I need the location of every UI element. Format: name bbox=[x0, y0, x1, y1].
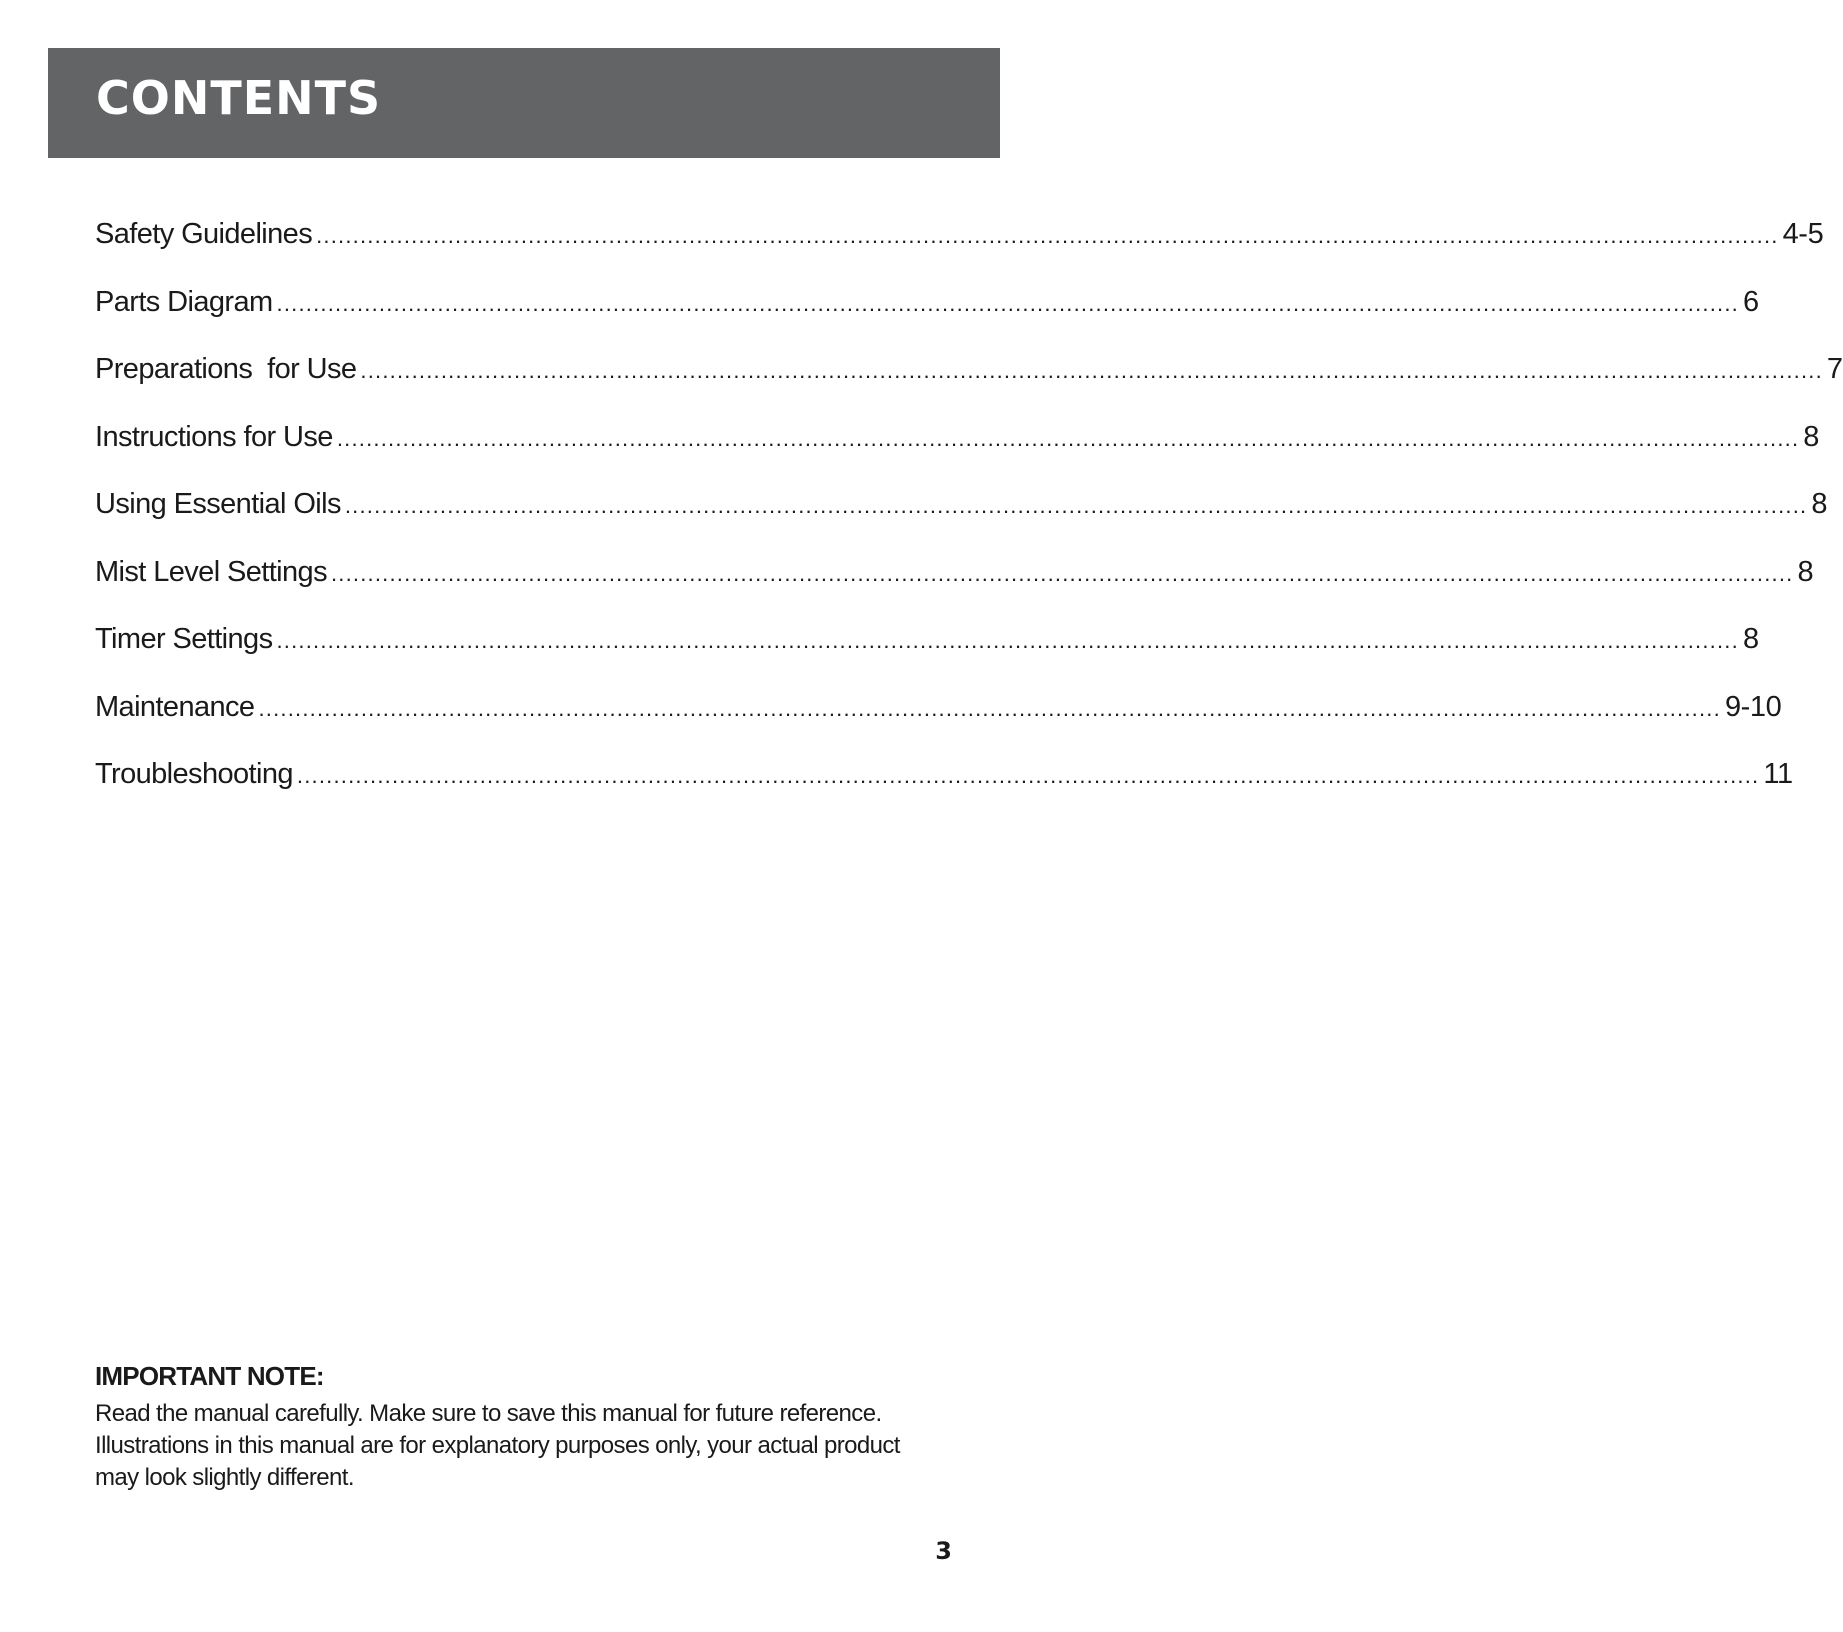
dot-leader: ........................................................................................................................................................................................................ bbox=[258, 695, 1721, 721]
toc-entry-title: Mist Level Settings bbox=[95, 555, 327, 588]
toc-entry-page: 8 bbox=[1811, 488, 1828, 520]
header-band bbox=[48, 48, 1000, 158]
toc-entry-page: 8 bbox=[1803, 420, 1820, 453]
important-note-heading: IMPORTANT NOTE: bbox=[95, 1361, 324, 1391]
toc-entry-title: Instructions for Use bbox=[95, 420, 333, 453]
dot-leader: ........................................................................................................................................................................................................ bbox=[296, 763, 1760, 788]
toc-entry-title: Parts Diagram bbox=[95, 285, 273, 318]
toc-entry-title: Preparations for Use bbox=[95, 353, 357, 385]
note-line: Read the manual carefully. Make sure to save this manual for future reference. bbox=[95, 1400, 882, 1427]
dot-leader: ........................................................................................................................................................................................................ bbox=[276, 290, 1739, 316]
toc-entry-preparations-for-use[interactable] bbox=[95, 353, 1843, 421]
toc-entry-title: Safety Guidelines bbox=[95, 218, 313, 250]
toc-entry-title: Maintenance bbox=[95, 690, 255, 723]
toc-entry-page: 11 bbox=[1763, 758, 1793, 790]
toc-entry-parts-diagram[interactable] bbox=[95, 285, 1759, 354]
toc-entry-page: 4-5 bbox=[1782, 218, 1824, 250]
table-of-contents bbox=[95, 218, 1843, 826]
dot-leader: ........................................................................................................................................................................................................ bbox=[331, 560, 1794, 586]
toc-entry-safety-guidelines[interactable] bbox=[95, 218, 1824, 286]
toc-entry-page: 7 bbox=[1826, 353, 1843, 385]
dot-leader: ........................................................................................................................................................................................................ bbox=[360, 358, 1823, 383]
important-note bbox=[95, 1360, 965, 1494]
toc-entry-mist-level-settings[interactable] bbox=[95, 555, 1814, 624]
toc-entry-title: Using Essential Oils bbox=[95, 488, 341, 520]
dot-leader: ........................................................................................................................................................................................................ bbox=[276, 628, 1739, 653]
toc-entry-maintenance[interactable] bbox=[95, 690, 1782, 759]
toc-entry-using-essential-oils[interactable] bbox=[95, 488, 1828, 556]
page-number: 3 bbox=[935, 1537, 952, 1565]
important-note-body bbox=[95, 1398, 965, 1494]
toc-entry-title: Timer Settings bbox=[95, 623, 273, 655]
dot-leader: ........................................................................................................................................................................................................ bbox=[344, 493, 1808, 518]
toc-entry-page: 6 bbox=[1743, 285, 1759, 318]
dot-leader: ........................................................................................................................................................................................................ bbox=[316, 223, 1779, 248]
toc-entry-instructions-for-use[interactable] bbox=[95, 420, 1820, 489]
dot-leader: ........................................................................................................................................................................................................ bbox=[336, 425, 1800, 451]
toc-entry-timer-settings[interactable] bbox=[95, 623, 1759, 691]
note-line: Illustrations in this manual are for explanatory purposes only, your actual product bbox=[95, 1432, 900, 1459]
toc-entry-troubleshooting[interactable] bbox=[95, 758, 1793, 826]
toc-entry-title: Troubleshooting bbox=[95, 758, 293, 790]
toc-entry-page: 9-10 bbox=[1724, 690, 1782, 723]
toc-entry-page: 8 bbox=[1742, 623, 1759, 655]
page-title: CONTENTS bbox=[96, 71, 382, 125]
note-line: may look slightly different. bbox=[95, 1464, 354, 1491]
toc-entry-page: 8 bbox=[1797, 555, 1814, 588]
